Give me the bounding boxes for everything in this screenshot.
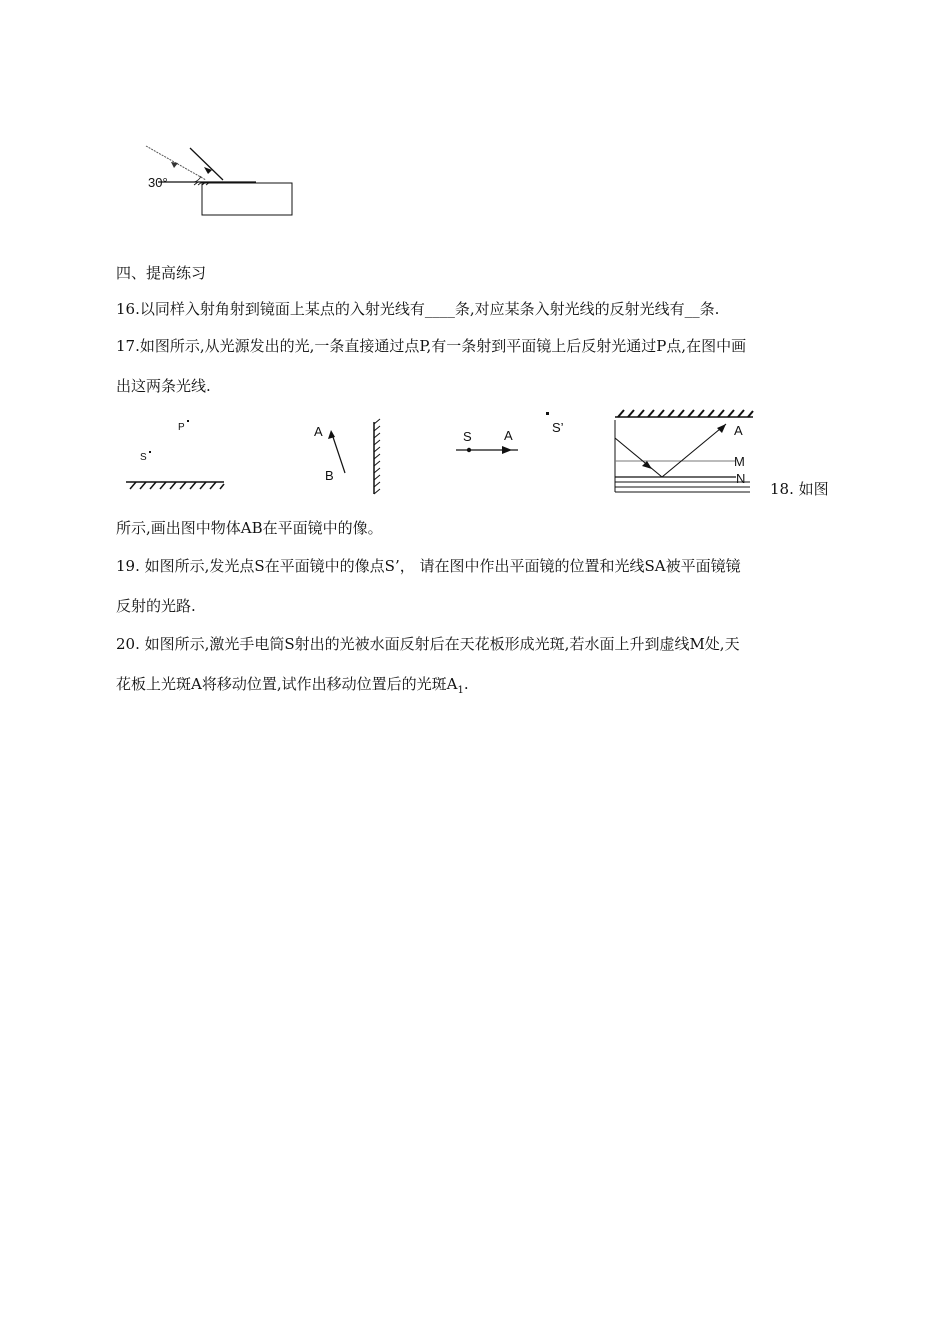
question-20-line-1: 20. 如图所示,激光手电筒S射出的光被水面反射后在天花板形成光斑,若水面上升到虚线M处,天 [116,635,740,653]
question-20-period: . [463,675,469,693]
subscript-one: 1 [457,685,464,696]
figure-water-reflection [612,408,762,496]
a-label: A [314,424,323,439]
question-17-line-2: 出这两条光线. [116,377,211,395]
figure-point-source [124,412,228,494]
n-label: N [736,471,746,486]
figure-object-ab [310,418,390,498]
p-label: P [178,422,185,433]
s-prime-label: S’ [552,420,564,435]
angle-label: 30° [148,175,168,190]
a-label: A [734,423,743,438]
s-label: S [463,429,472,444]
question-16: 16.以同样入射角射到镜面上某点的入射光线有____条,对应某条入射光线的反射光线有__条. [116,300,720,318]
section-title: 四、提高练习 [116,264,207,282]
question-17-line-1: 17.如图所示,从光源发出的光,一条直接通过点P,有一条射到平面镜上后反射光通过P点,在图中画 [116,337,747,355]
b-label: B [325,468,334,483]
m-label: M [734,454,745,469]
question-18-head: 18. 如图 [770,480,829,498]
question-20-line-2 [116,674,469,701]
question-18-tail: 所示,画出图中物体AB在平面镜中的像。 [116,519,383,537]
s-label: S [140,452,147,463]
mirror-angle-figure [138,140,303,220]
question-20-line-2-text: 花板上光斑A将移动位置,试作出移动位置后的光斑A [116,675,458,693]
a-label: A [504,428,513,443]
question-19-line-2: 反射的光路. [116,597,196,615]
question-19-line-1: 19. 如图所示,发光点S在平面镜中的像点S’， 请在图中作出平面镜的位置和光线SA被平面镜镜 [116,557,741,575]
figure-source-image [452,408,582,468]
